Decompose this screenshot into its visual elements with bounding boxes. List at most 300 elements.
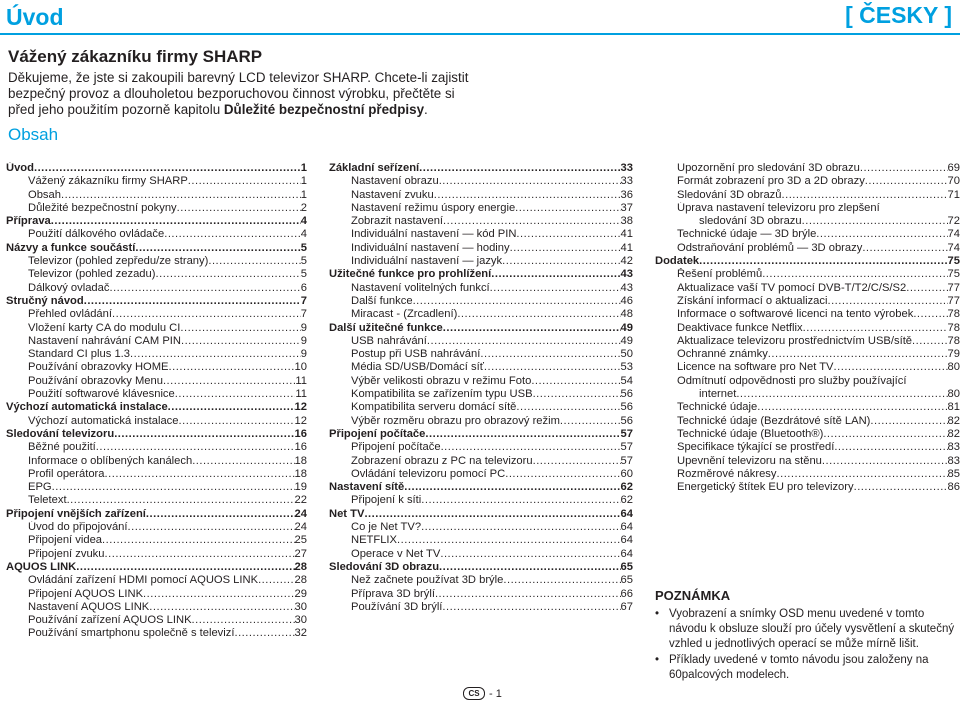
toc-entry[interactable] [6, 361, 307, 374]
toc-page-number: 30 [294, 600, 307, 613]
toc-entry[interactable] [655, 468, 960, 481]
toc-entry-title: Zobrazit nastavení [351, 215, 444, 228]
toc-entry[interactable] [329, 215, 633, 228]
toc-page-number: 24 [294, 507, 307, 520]
toc-leader-dots [443, 215, 621, 228]
toc-chapter[interactable] [6, 215, 307, 228]
toc-leader-dots [762, 268, 947, 281]
toc-chapter[interactable] [329, 428, 633, 441]
toc-entry-title: Používání 3D brýlí [351, 600, 443, 613]
toc-page-number: 37 [620, 201, 633, 214]
toc-leader-dots [440, 548, 620, 561]
toc-page-number: 75 [947, 255, 960, 268]
toc-chapter[interactable] [6, 508, 307, 521]
toc-leader-dots [175, 388, 296, 401]
toc-leader-dots [560, 415, 621, 428]
toc-leader-dots [109, 282, 300, 295]
toc-leader-dots [457, 308, 620, 321]
toc-leader-dots [234, 627, 294, 640]
toc-entry-title: Miracast - (Zrcadlení) [351, 308, 458, 321]
toc-entry[interactable] [655, 202, 960, 215]
toc-page-number: 57 [620, 454, 633, 467]
toc-entry-title: Ochranné známky [677, 348, 768, 361]
toc-entry[interactable] [6, 455, 307, 468]
toc-page-number: 41 [620, 241, 633, 254]
toc-entry[interactable] [655, 481, 960, 494]
toc-entry[interactable] [329, 282, 633, 295]
toc-entry[interactable] [329, 521, 633, 534]
toc-entry[interactable] [655, 428, 960, 441]
toc-leader-dots [61, 189, 301, 202]
toc-entry-title: Ovládání zařízení HDMI pomocí AQUOS LINK [28, 574, 259, 587]
toc-entry-title: Nastavení režimu úspory energie [351, 201, 516, 214]
toc-entry[interactable] [329, 361, 633, 374]
toc-entry-title: Připojení videa [28, 534, 103, 547]
toc-leader-dots [413, 295, 621, 308]
toc-entry[interactable] [655, 415, 960, 428]
toc-page-number: 86 [947, 481, 960, 494]
toc-entry-title: Připojení zvuku [28, 547, 105, 560]
toc-chapter[interactable] [329, 162, 633, 175]
toc-entry[interactable] [329, 401, 633, 414]
toc-page-number: 48 [620, 308, 633, 321]
toc-page-number: 42 [620, 255, 633, 268]
toc-entry[interactable] [6, 601, 307, 614]
toc-entry[interactable] [6, 481, 307, 494]
toc-chapter[interactable] [655, 255, 960, 268]
toc-leader-dots [443, 322, 621, 335]
toc-page-number: 65 [620, 560, 633, 573]
toc-entry[interactable] [655, 361, 960, 374]
toc-entry[interactable] [329, 295, 633, 308]
toc-chapter[interactable] [329, 322, 633, 335]
toc-page-number: 64 [620, 507, 633, 520]
toc-entry-title: Připojení počítače [351, 441, 441, 454]
toc-page-number: 5 [300, 255, 307, 268]
toc-entry[interactable] [655, 401, 960, 414]
toc-entry-title: Příprava 3D brýlí [351, 587, 435, 600]
toc-chapter[interactable] [6, 242, 307, 255]
toc-entry-title: Výchozí automatická instalace [6, 401, 168, 414]
toc-leader-dots [188, 175, 301, 188]
toc-entry-title: Používání zařízení AQUOS LINK [28, 614, 192, 627]
toc-leader-dots [192, 614, 295, 627]
toc-leader-dots [491, 268, 620, 281]
note-title: POZNÁMKA [655, 588, 731, 603]
toc-entry-title: Televizor (pohled zepředu/ze strany) [28, 255, 209, 268]
toc-entry-title: internet [699, 388, 737, 401]
toc-entry-title: Připojení počítače [329, 427, 426, 440]
language-label: [ ČESKY ] [845, 2, 952, 28]
toc-chapter[interactable] [6, 162, 307, 175]
toc-entry[interactable] [655, 441, 960, 454]
toc-entry[interactable] [329, 255, 633, 268]
toc-entry-title: Specifikace týkající se prostředí [677, 441, 835, 454]
toc-entry[interactable] [6, 348, 307, 361]
toc-entry-title: Upevnění televizoru na stěnu [677, 454, 822, 467]
toc-page-number: 29 [294, 587, 307, 600]
toc-leader-dots [802, 215, 948, 228]
toc-entry-title: Úprava nastavení televizoru pro zlepšení [677, 201, 880, 214]
toc-page-number: 83 [947, 454, 960, 467]
toc-entry-title: Odmítnutí odpovědnosti pro služby používající [677, 374, 907, 387]
toc-page-number: 7 [300, 294, 307, 307]
toc-leader-dots [480, 348, 620, 361]
toc-entry-title: Ovládání televizoru pomocí PC [351, 467, 506, 480]
toc-entry[interactable] [6, 627, 307, 640]
toc-page-number: 4 [300, 228, 307, 241]
toc-leader-dots [105, 468, 295, 481]
toc-entry-title: Užitečné funkce pro prohlížení [329, 268, 492, 281]
note-box [655, 588, 955, 684]
toc-leader-dots [441, 441, 621, 454]
toc-leader-dots [822, 455, 948, 468]
toc-entry[interactable] [6, 415, 307, 428]
toc-entry-title: Připojení vnějších zařízení [6, 507, 146, 520]
toc-entry-title: Použití dálkového ovládače [28, 228, 165, 241]
toc-page-number: 83 [947, 441, 960, 454]
toc-chapter[interactable] [6, 295, 307, 308]
toc-page-number: 64 [620, 547, 633, 560]
toc-leader-dots [913, 308, 947, 321]
toc-entry[interactable] [329, 468, 633, 481]
toc-chapter[interactable] [329, 481, 633, 494]
toc-entry-title: Technické údaje (Bluetooth®) [677, 427, 824, 440]
toc-entry-title: Stručný návod [6, 294, 84, 307]
toc-entry[interactable] [329, 548, 633, 561]
toc-page-number: 49 [620, 321, 633, 334]
toc-leader-dots [816, 228, 947, 241]
toc-entry-title: Individuální nastavení — jazyk [351, 255, 503, 268]
toc-leader-dots [155, 268, 300, 281]
toc-entry-title: Nastavení zvuku [351, 188, 434, 201]
toc-page-number: 46 [620, 294, 633, 307]
toc-page-number: 10 [294, 361, 307, 374]
toc-entry[interactable] [6, 494, 307, 507]
toc-entry[interactable] [329, 189, 633, 202]
toc-leader-dots [84, 295, 301, 308]
toc-page-number: 53 [620, 361, 633, 374]
toc-entry-title: Další funkce [351, 294, 413, 307]
toc-entry-title: Televizor (pohled zezadu) [28, 268, 156, 281]
toc-page-number: 12 [294, 414, 307, 427]
toc-entry[interactable] [329, 228, 633, 241]
toc-entry[interactable] [6, 282, 307, 295]
toc-page-number: 62 [620, 494, 633, 507]
toc-leader-dots [736, 388, 947, 401]
toc-page-number: 16 [294, 427, 307, 440]
toc-entry-title: sledování 3D obrazu [699, 215, 802, 228]
toc-entry-title: Standard CI plus 1.3 [28, 348, 130, 361]
toc-entry[interactable] [655, 455, 960, 468]
toc-page-number: 80 [947, 361, 960, 374]
toc-page-number: 32 [294, 627, 307, 640]
toc-column-1 [6, 162, 307, 641]
toc-leader-dots [102, 534, 295, 547]
toc-entry[interactable] [329, 441, 633, 454]
toc-entry-title: Základní seřízení [329, 162, 420, 174]
toc-chapter[interactable] [6, 401, 307, 414]
toc-entry-title: Kompatibilita serveru domácí sítě [351, 401, 517, 414]
toc-page-number: 78 [947, 334, 960, 347]
toc-leader-dots [112, 308, 301, 321]
toc-entry[interactable] [6, 574, 307, 587]
toc-entry[interactable] [6, 268, 307, 281]
toc-entry[interactable] [655, 268, 960, 281]
toc-page-number: 71 [947, 188, 960, 201]
toc-entry[interactable] [329, 308, 633, 321]
toc-title: Obsah [8, 125, 59, 144]
toc-entry[interactable] [655, 308, 960, 321]
toc-entry[interactable] [655, 375, 960, 388]
toc-entry[interactable] [6, 322, 307, 335]
toc-entry-title: Informace o softwarové licenci na tento výrobek [677, 308, 914, 321]
toc-leader-dots [699, 255, 947, 268]
toc-entry[interactable] [655, 162, 960, 175]
toc-entry-title: Používání smartphonu společně s televizí [28, 627, 235, 640]
toc-entry[interactable] [655, 242, 960, 255]
toc-page-number: 7 [300, 308, 307, 321]
toc-page-number: 78 [947, 321, 960, 334]
toc-leader-dots [163, 375, 295, 388]
toc-entry[interactable] [6, 614, 307, 627]
toc-entry-title: Net TV [329, 507, 365, 520]
toc-entry[interactable] [329, 348, 633, 361]
toc-entry[interactable] [329, 242, 633, 255]
toc-entry[interactable] [329, 175, 633, 188]
toc-entry[interactable] [6, 202, 307, 215]
toc-leader-dots [906, 282, 947, 295]
toc-entry[interactable] [655, 335, 960, 348]
toc-entry[interactable] [329, 574, 633, 587]
toc-page-number: 41 [620, 228, 633, 241]
toc-leader-dots [442, 601, 620, 614]
toc-entry-title: Informace o oblíbených kanálech [28, 454, 193, 467]
toc-entry[interactable] [329, 601, 633, 614]
toc-page-number: 57 [620, 441, 633, 454]
toc-entry-title: Používání obrazovky Menu [28, 374, 163, 387]
toc-leader-dots [854, 481, 948, 494]
toc-entry-title: Důležité bezpečnostní pokyny [28, 201, 177, 214]
toc-page-number: 28 [294, 560, 307, 573]
toc-entry-title: Dodatek [655, 255, 700, 268]
toc-page-number: 81 [947, 401, 960, 414]
toc-page-number: 66 [620, 587, 633, 600]
toc-page-number: 9 [300, 321, 307, 334]
toc-entry-title: USB nahrávání [351, 334, 427, 347]
toc-page-number: 65 [620, 574, 633, 587]
toc-entry-title: Přehled ovládání [28, 308, 112, 321]
toc-entry-title: Rozměrové nákresy [677, 467, 777, 480]
toc-leader-dots [490, 282, 621, 295]
toc-page-number: 67 [620, 600, 633, 613]
toc-leader-dots [425, 428, 620, 441]
toc-entry-title: Vložení karty CA do modulu CI [28, 321, 181, 334]
greeting-heading: Vážený zákazníku firmy SHARP [8, 47, 263, 66]
toc-entry-title: Názvy a funkce součástí [6, 241, 136, 254]
toc-entry-title: Profil operátora [28, 467, 105, 480]
toc-chapter[interactable] [329, 268, 633, 281]
toc-entry[interactable] [655, 175, 960, 188]
toc-leader-dots [34, 162, 301, 175]
toc-leader-dots [169, 361, 295, 374]
toc-page-number: 12 [294, 401, 307, 414]
toc-entry-title: Upozornění pro sledování 3D obrazu [677, 162, 860, 174]
toc-entry[interactable] [6, 521, 307, 534]
toc-page-number: 77 [947, 294, 960, 307]
toc-leader-dots [516, 228, 620, 241]
toc-leader-dots [192, 455, 294, 468]
toc-entry-title: Nastavení obrazu [351, 175, 439, 188]
toc-page-number: 57 [620, 427, 633, 440]
toc-entry[interactable] [655, 322, 960, 335]
toc-entry-title: Běžné použití [28, 441, 96, 454]
toc-leader-dots [865, 175, 948, 188]
toc-entry[interactable] [6, 548, 307, 561]
toc-entry[interactable] [329, 202, 633, 215]
toc-entry-title: Individuální nastavení — hodiny [351, 241, 510, 254]
toc-chapter[interactable] [6, 561, 307, 574]
page-title: Úvod [6, 4, 64, 30]
toc-entry-title: Připojení AQUOS LINK [28, 587, 144, 600]
toc-page-number: 74 [947, 228, 960, 241]
toc-entry[interactable] [329, 588, 633, 601]
toc-entry-title: NETFLIX [351, 534, 398, 547]
toc-entry[interactable] [655, 295, 960, 308]
toc-leader-dots [781, 189, 947, 202]
toc-page-number: 2 [300, 201, 307, 214]
note-item [655, 607, 955, 652]
toc-column-3 [655, 162, 960, 494]
toc-page-number: 6 [300, 281, 307, 294]
toc-page-number: 72 [947, 215, 960, 228]
toc-entry-title: Teletext [28, 494, 67, 507]
toc-page-number: 24 [294, 521, 307, 534]
toc-entry[interactable] [655, 348, 960, 361]
toc-page-number: 79 [947, 348, 960, 361]
toc-leader-dots [143, 588, 295, 601]
toc-entry[interactable] [655, 228, 960, 241]
toc-entry[interactable] [329, 388, 633, 401]
toc-page-number: 28 [294, 574, 307, 587]
toc-entry-title: Úvod [6, 162, 34, 174]
toc-entry-title: Než začnete používat 3D brýle [351, 574, 504, 587]
toc-leader-dots [105, 548, 295, 561]
toc-leader-dots [96, 441, 295, 454]
note-item [655, 653, 955, 683]
toc-entry-title: Úvod do připojování [28, 521, 128, 534]
toc-page-number: 5 [300, 268, 307, 281]
toc-entry-title: Odstraňování problémů — 3D obrazy [677, 241, 863, 254]
toc-page-number: 27 [294, 547, 307, 560]
toc-page-number: 30 [294, 614, 307, 627]
intro-bold-link: Důležité bezpečnostní předpisy [223, 102, 425, 117]
toc-entry[interactable] [6, 228, 307, 241]
toc-entry[interactable] [6, 308, 307, 321]
toc-leader-dots [510, 242, 621, 255]
toc-leader-dots [258, 574, 294, 587]
page-header [0, 0, 960, 36]
toc-entry[interactable] [6, 375, 307, 388]
toc-leader-dots [768, 348, 948, 361]
toc-entry-title: Obsah [28, 188, 61, 201]
toc-entry[interactable] [6, 255, 307, 268]
toc-leader-dots [181, 335, 301, 348]
toc-entry[interactable] [329, 415, 633, 428]
toc-entry[interactable] [655, 189, 960, 202]
toc-chapter[interactable] [329, 508, 633, 521]
toc-page-number: 16 [294, 441, 307, 454]
toc-page-number: 1 [300, 175, 307, 188]
toc-entry[interactable] [6, 388, 307, 401]
toc-entry-title: Nastavení nahrávání CAM PIN [28, 334, 181, 347]
toc-entry-title: Další užitečné funkce [329, 321, 443, 334]
toc-page-number: 74 [947, 241, 960, 254]
toc-leader-dots [114, 428, 294, 441]
toc-page-number: 22 [294, 494, 307, 507]
toc-entry-title: Výběr rozměru obrazu pro obrazový režim [351, 414, 560, 427]
toc-entry[interactable] [6, 441, 307, 454]
toc-entry[interactable] [6, 335, 307, 348]
toc-entry[interactable] [329, 534, 633, 547]
toc-entry[interactable] [6, 588, 307, 601]
language-badge: CS [463, 687, 485, 700]
toc-page-number: 1 [300, 162, 307, 174]
toc-page-number: 9 [300, 348, 307, 361]
toc-entry[interactable] [329, 455, 633, 468]
toc-chapter[interactable] [329, 561, 633, 574]
page-number: - 1 [489, 687, 502, 700]
toc-entry-title: Nastavení sítě [329, 481, 405, 494]
toc-page-number: 70 [947, 175, 960, 188]
toc-leader-dots [862, 242, 947, 255]
toc-leader-dots [404, 481, 620, 494]
toc-leader-dots [503, 574, 620, 587]
toc-page-number: 82 [947, 427, 960, 440]
toc-entry[interactable] [329, 375, 633, 388]
toc-entry[interactable] [329, 494, 633, 507]
toc-entry[interactable] [6, 175, 307, 188]
toc-page-number: 54 [620, 374, 633, 387]
toc-page-number: 64 [620, 521, 633, 534]
toc-entry[interactable] [6, 468, 307, 481]
toc-entry-title: Aktualizace televizoru prostřednictvím USB/sítě [677, 334, 913, 347]
toc-entry[interactable] [329, 335, 633, 348]
toc-entry-title: EPG [28, 481, 52, 494]
toc-page-number: 19 [294, 481, 307, 494]
toc-entry-title: Média SD/USB/Domácí síť [351, 361, 484, 374]
toc-entry[interactable] [6, 534, 307, 547]
toc-leader-dots [531, 375, 620, 388]
toc-chapter[interactable] [6, 428, 307, 441]
toc-leader-dots [502, 255, 620, 268]
toc-entry[interactable] [655, 215, 960, 228]
toc-entry[interactable] [655, 282, 960, 295]
toc-entry[interactable] [655, 388, 960, 401]
toc-entry-title: Sledování televizoru [6, 427, 115, 440]
toc-leader-dots [146, 508, 295, 521]
toc-leader-dots [76, 561, 294, 574]
toc-entry-title: Řešení problémů [677, 268, 763, 281]
toc-page-number: 38 [620, 215, 633, 228]
toc-entry[interactable] [6, 189, 307, 202]
toc-entry-title: Připojení k síti [351, 494, 422, 507]
header-divider [0, 33, 960, 35]
toc-entry-title: Používání obrazovky HOME [28, 361, 169, 374]
toc-page-number: 18 [294, 467, 307, 480]
toc-leader-dots [533, 455, 621, 468]
bullet-icon: • [655, 654, 660, 666]
